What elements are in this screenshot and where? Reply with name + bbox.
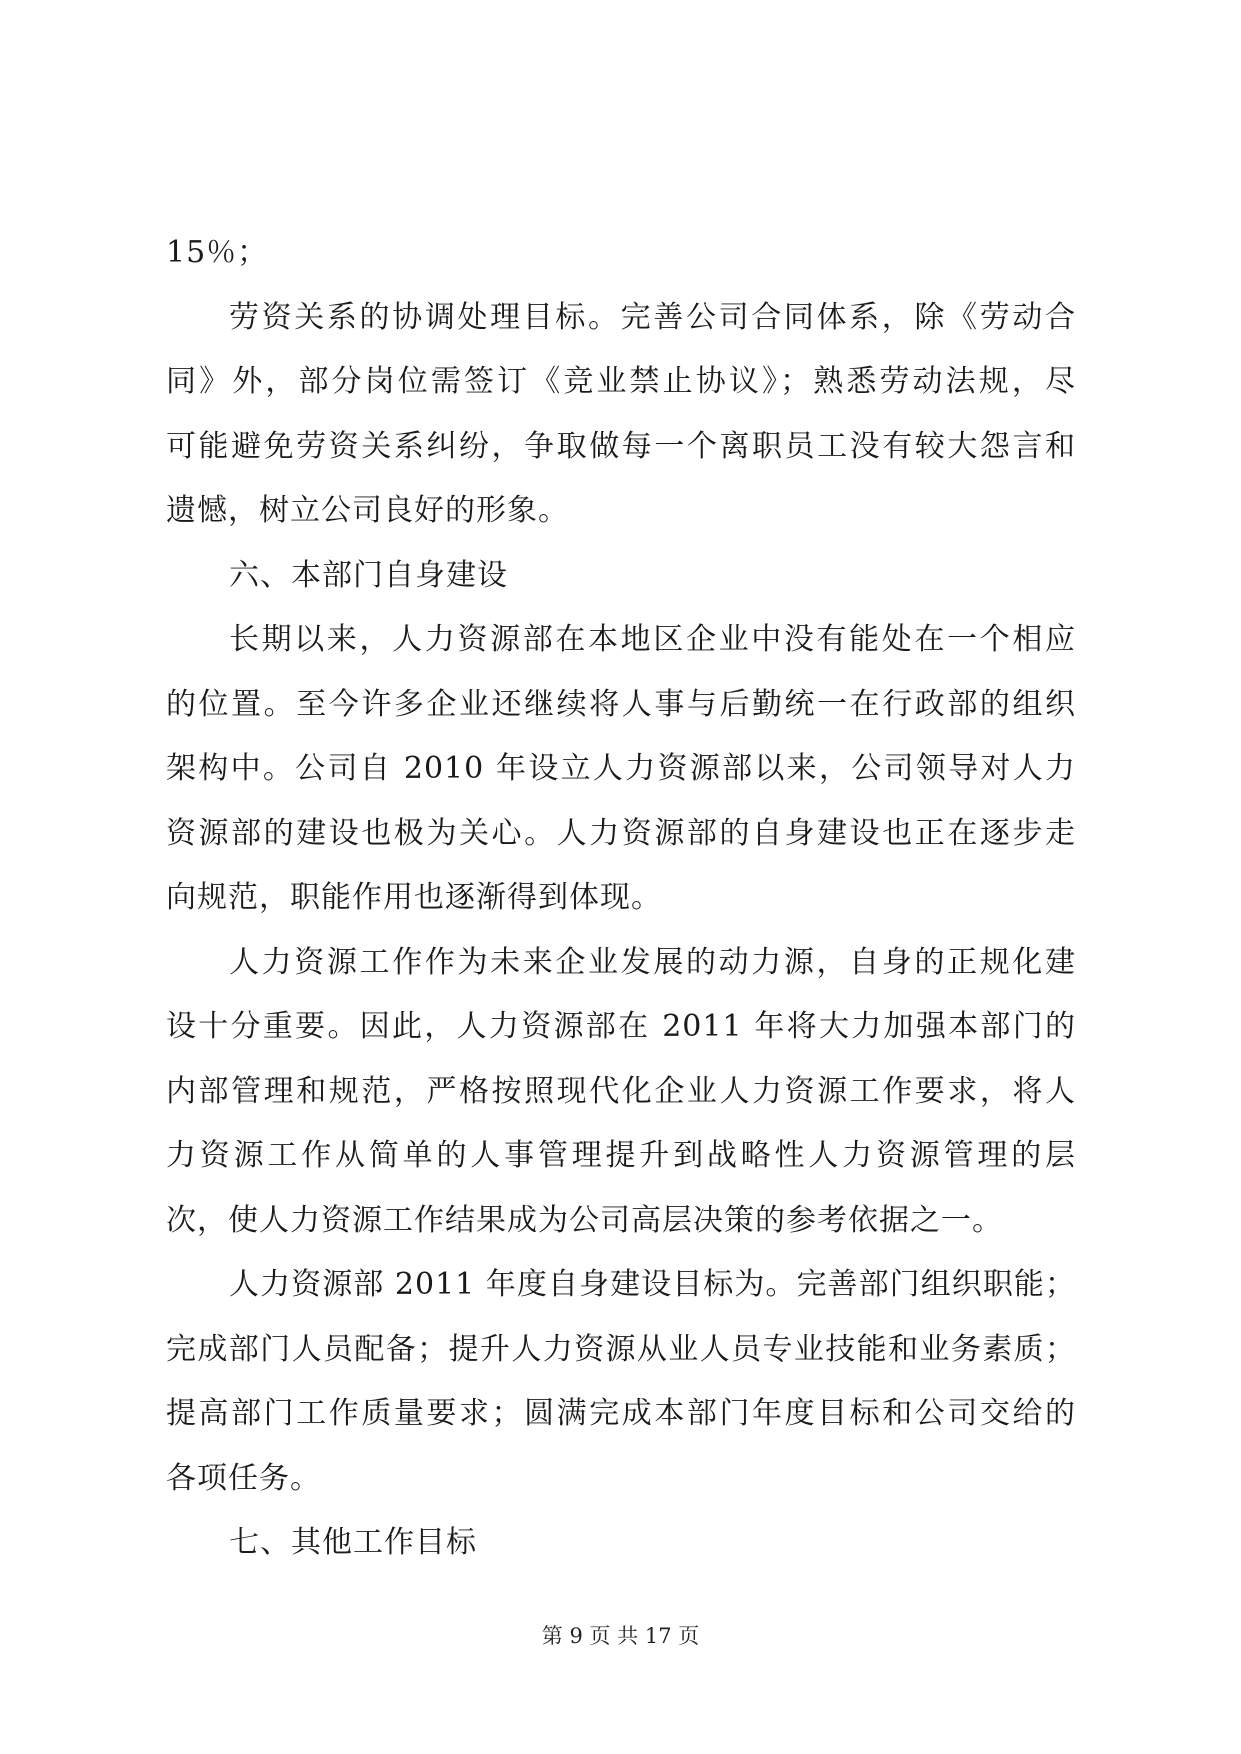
text-line: 人力资源部 2011 年度自身建设目标为。完善部门组织职能； [229,1267,1076,1302]
text-line: 劳资关系的协调处理目标。完善公司合同体系，除《劳动合 [229,299,1076,335]
text-line: 设十分重要。因此，人力资源部在 2011 年将大力加强本部门的 [166,1009,1076,1044]
text-line: 同》外，部分岗位需签订《竞业禁止协议》；熟悉劳动法规，尽 [166,364,1076,399]
text-line: 内部管理和规范，严格按照现代化企业人力资源工作要求，将人 [166,1073,1076,1109]
page-number-footer: 第 9 页 共 17 页 [541,1624,700,1648]
text-line: 可能避免劳资关系纠纷，争取做每一个离职员工没有较大怨言和 [166,428,1076,464]
text-line: 各项任务。 [166,1460,321,1496]
text-line: 完成部门人员配备；提升人力资源从业人员专业技能和业务素质； [166,1331,1076,1367]
text-line: 资源部的建设也极为关心。人力资源部的自身建设也正在逐步走 [166,815,1076,851]
document-body [166,221,1076,1576]
text-line: 力资源工作从简单的人事管理提升到战略性人力资源管理的层 [166,1138,1076,1173]
text-line: 的位置。至今许多企业还继续将人事与后勤统一在行政部的组织 [166,686,1076,722]
text-line: 架构中。公司自 2010 年设立人力资源部以来，公司领导对人力 [166,751,1076,786]
text-line: 向规范，职能作用也逐渐得到体现。 [166,880,662,915]
text-line: 六、本部门自身建设 [229,557,508,593]
text-line: 长期以来，人力资源部在本地区企业中没有能处在一个相应 [229,622,1076,657]
text-line: 七、其他工作目标 [229,1525,477,1560]
text-line: 提高部门工作质量要求；圆满完成本部门年度目标和公司交给的 [166,1396,1076,1431]
text-line: 15％； [166,235,269,270]
text-line: 遗憾，树立公司良好的形象。 [166,493,569,528]
text-line: 次，使人力资源工作结果成为公司高层决策的参考依据之一。 [166,1202,1003,1238]
text-line: 人力资源工作作为未来企业发展的动力源，自身的正规化建 [229,944,1076,980]
